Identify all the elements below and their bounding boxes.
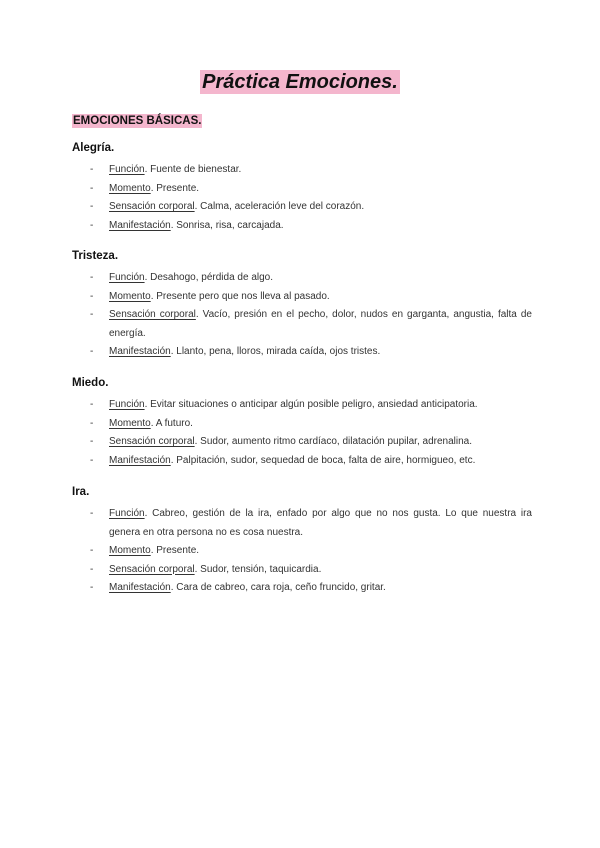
bullet-dash: - [90, 164, 94, 175]
item-text: . Evitar situaciones o anticipar algún posible peligro, ansiedad anticipatoria. [144, 399, 478, 410]
bullet-dash: - [90, 219, 94, 231]
document-title: Práctica Emociones. [202, 71, 398, 93]
bullet-dash: - [90, 563, 94, 575]
list-item [72, 180, 532, 199]
emotion-title: Ira. [72, 486, 90, 498]
emotion-section-tristeza [72, 249, 532, 362]
list-item [72, 269, 532, 288]
bullet-dash: - [90, 454, 94, 466]
item-label: Manifestación [109, 454, 171, 466]
bullet-dash: - [90, 309, 94, 320]
emotion-item-list [72, 269, 532, 362]
emotion-item-list [72, 396, 532, 470]
bullet-dash: - [90, 508, 94, 519]
item-label: Función [109, 272, 145, 283]
item-label: Sensación corporal [109, 201, 195, 212]
bullet-dash: - [90, 182, 94, 194]
item-text: . Calma, aceleración leve del corazón. [194, 201, 365, 212]
list-item [72, 306, 532, 343]
item-text: . Presente. [150, 545, 200, 556]
item-text: . Sudor, aumento ritmo cardíaco, dilatación pupilar, adrenalina. [194, 436, 472, 447]
item-label: Sensación corporal [109, 563, 195, 575]
item-text: . Desahogo, pérdida de algo. [144, 272, 274, 283]
item-text: . Cabreo, gestión de la ira, enfado por algo que no nos gusta. Lo que nuestra ira genera en otra persona no es cosa nuestra. [109, 508, 532, 538]
list-item [72, 542, 532, 561]
item-text: . Fuente de bienestar. [144, 164, 242, 175]
list-item [72, 561, 532, 580]
list-item [72, 288, 532, 307]
item-text: . Palpitación, sudor, sequedad de boca, falta de aire, hormigueo, etc. [170, 454, 476, 466]
item-label: Momento [109, 182, 151, 194]
emotion-section-miedo [72, 376, 532, 470]
item-text: . A futuro. [150, 417, 193, 429]
list-item [72, 396, 532, 415]
list-item [72, 198, 532, 217]
bullet-dash: - [90, 201, 94, 212]
section-heading: EMOCIONES BÁSICAS. [73, 115, 202, 127]
item-text: . Sudor, tensión, taquicardia. [194, 563, 322, 575]
item-label: Manifestación [109, 219, 171, 231]
item-label: Función [109, 399, 145, 410]
item-label: Manifestación [109, 582, 171, 593]
bullet-dash: - [90, 436, 94, 447]
item-text: . Presente. [150, 182, 200, 194]
bullet-dash: - [90, 545, 94, 556]
list-item [72, 579, 532, 598]
list-item [72, 452, 532, 471]
bullet-dash: - [90, 272, 94, 283]
item-label: Función [109, 164, 145, 175]
list-item [72, 505, 532, 542]
item-text: . Cara de cabreo, cara roja, ceño fruncido, gritar. [170, 582, 386, 593]
bullet-dash: - [90, 399, 94, 410]
list-item [72, 433, 532, 452]
bullet-dash: - [90, 417, 94, 429]
item-label: Función [109, 508, 145, 519]
item-text: . Sonrisa, risa, carcajada. [170, 219, 284, 231]
item-label: Sensación corporal [109, 309, 196, 320]
list-item [72, 343, 532, 362]
item-text: . Vacío, presión en el pecho, dolor, nudos en garganta, angustia, falta de energía. [109, 309, 532, 339]
bullet-dash: - [90, 346, 94, 357]
emotion-section-ira [72, 485, 532, 598]
bullet-dash: - [90, 582, 94, 593]
item-text: . Llanto, pena, lloros, mirada caída, ojos tristes. [170, 346, 381, 357]
item-label: Momento [109, 417, 151, 429]
emotion-item-list [72, 161, 532, 235]
emotion-title: Alegría. [72, 142, 115, 154]
item-text: . Presente pero que nos lleva al pasado. [150, 290, 330, 302]
title-wrapper [0, 70, 600, 94]
item-label: Sensación corporal [109, 436, 195, 447]
list-item [72, 415, 532, 434]
bullet-dash: - [90, 290, 94, 302]
item-label: Momento [109, 545, 151, 556]
item-label: Momento [109, 290, 151, 302]
item-label: Manifestación [109, 346, 171, 357]
emotion-title: Tristeza. [72, 250, 119, 262]
list-item [72, 217, 532, 236]
emotion-title: Miedo. [72, 377, 109, 389]
list-item [72, 161, 532, 180]
emotion-item-list [72, 505, 532, 598]
emotion-section-alegria [72, 141, 532, 235]
